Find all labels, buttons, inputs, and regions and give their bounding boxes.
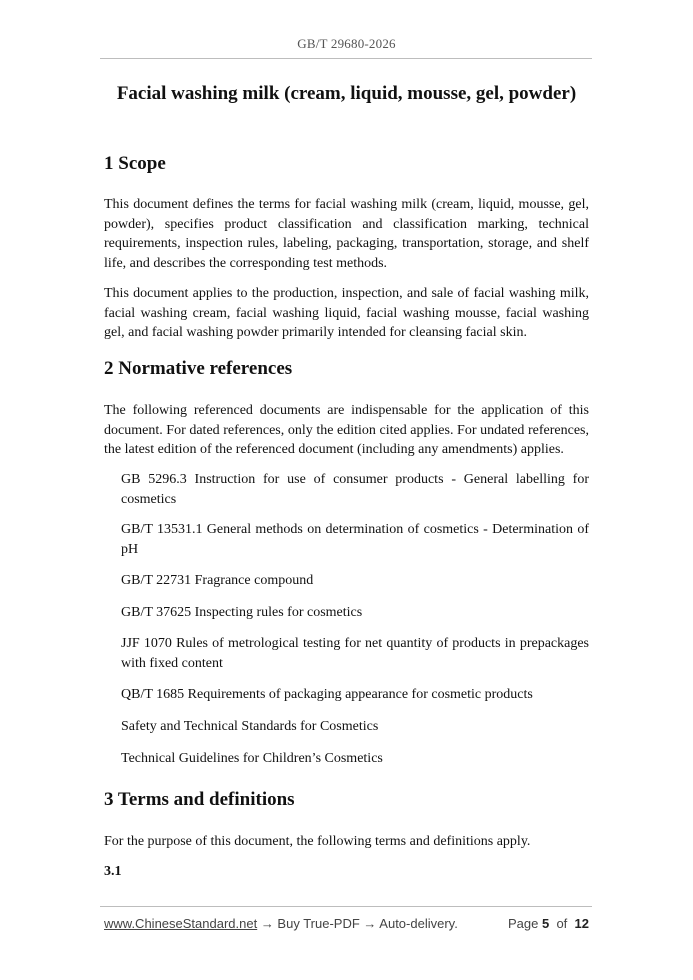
section-heading-terms-definitions: 3 Terms and definitions [104, 789, 295, 810]
page-label: Page [507, 916, 539, 931]
scope-paragraph-2: This document applies to the production, inspection, and sale of facial washing milk, facial washing cream, facial washing liquid, facial washing mousse, facial washing gel, and facial washing powder primarily intended for cleansing facial skin. [104, 286, 589, 340]
footer-promo [104, 916, 458, 931]
reference-item: GB/T 37625 Inspecting rules for cosmetics [121, 605, 363, 620]
section-heading-scope: 1 Scope [104, 153, 166, 174]
page-indicator [508, 916, 589, 931]
document-title: Facial washing milk (cream, liquid, mousse, gel, powder) [116, 83, 577, 104]
footer-divider [100, 906, 592, 907]
header-divider [100, 58, 592, 59]
reference-item: QB/T 1685 Requirements of packaging appearance for cosmetic products [121, 687, 533, 702]
page-of-label: of [556, 916, 568, 931]
normative-intro-paragraph: The following referenced documents are indispensable for the application of this document. For dated references, only the edition cited applies. For undated references, the latest edition of the referenced document (including any amendments) applies. [104, 403, 589, 457]
section-heading-normative-references: 2 Normative references [104, 358, 293, 379]
reference-item: Technical Guidelines for Children’s Cosmetics [121, 751, 383, 766]
website-link[interactable]: www.ChineseStandard.net [104, 916, 258, 931]
total-pages: 12 [574, 916, 589, 931]
scope-paragraph-1: This document defines the terms for facial washing milk (cream, liquid, mousse, gel, powder), specifies product classification and classification marking, technical requirements, inspection rules, labeling, packaging, transportation, storage, and shelf life, and describes the corresponding test methods. [104, 197, 589, 271]
reference-item: GB 5296.3 Instruction for use of consumer products - General labelling for cosmetics [121, 472, 589, 507]
reference-item: GB/T 22731 Fragrance compound [121, 573, 314, 588]
promo-text: → Buy True-PDF → Auto-delivery. [257, 916, 458, 931]
current-page-number: 5 [541, 916, 550, 931]
running-header: GB/T 29680-2026 [297, 36, 396, 51]
reference-item: GB/T 13531.1 General methods on determination of cosmetics - Determination of pH [121, 522, 589, 557]
reference-item: JJF 1070 Rules of metrological testing for net quantity of products in prepackages with fixed content [121, 636, 589, 671]
clause-number: 3.1 [104, 864, 122, 879]
reference-item: Safety and Technical Standards for Cosmetics [121, 719, 379, 734]
terms-intro-paragraph: For the purpose of this document, the following terms and definitions apply. [104, 834, 531, 849]
